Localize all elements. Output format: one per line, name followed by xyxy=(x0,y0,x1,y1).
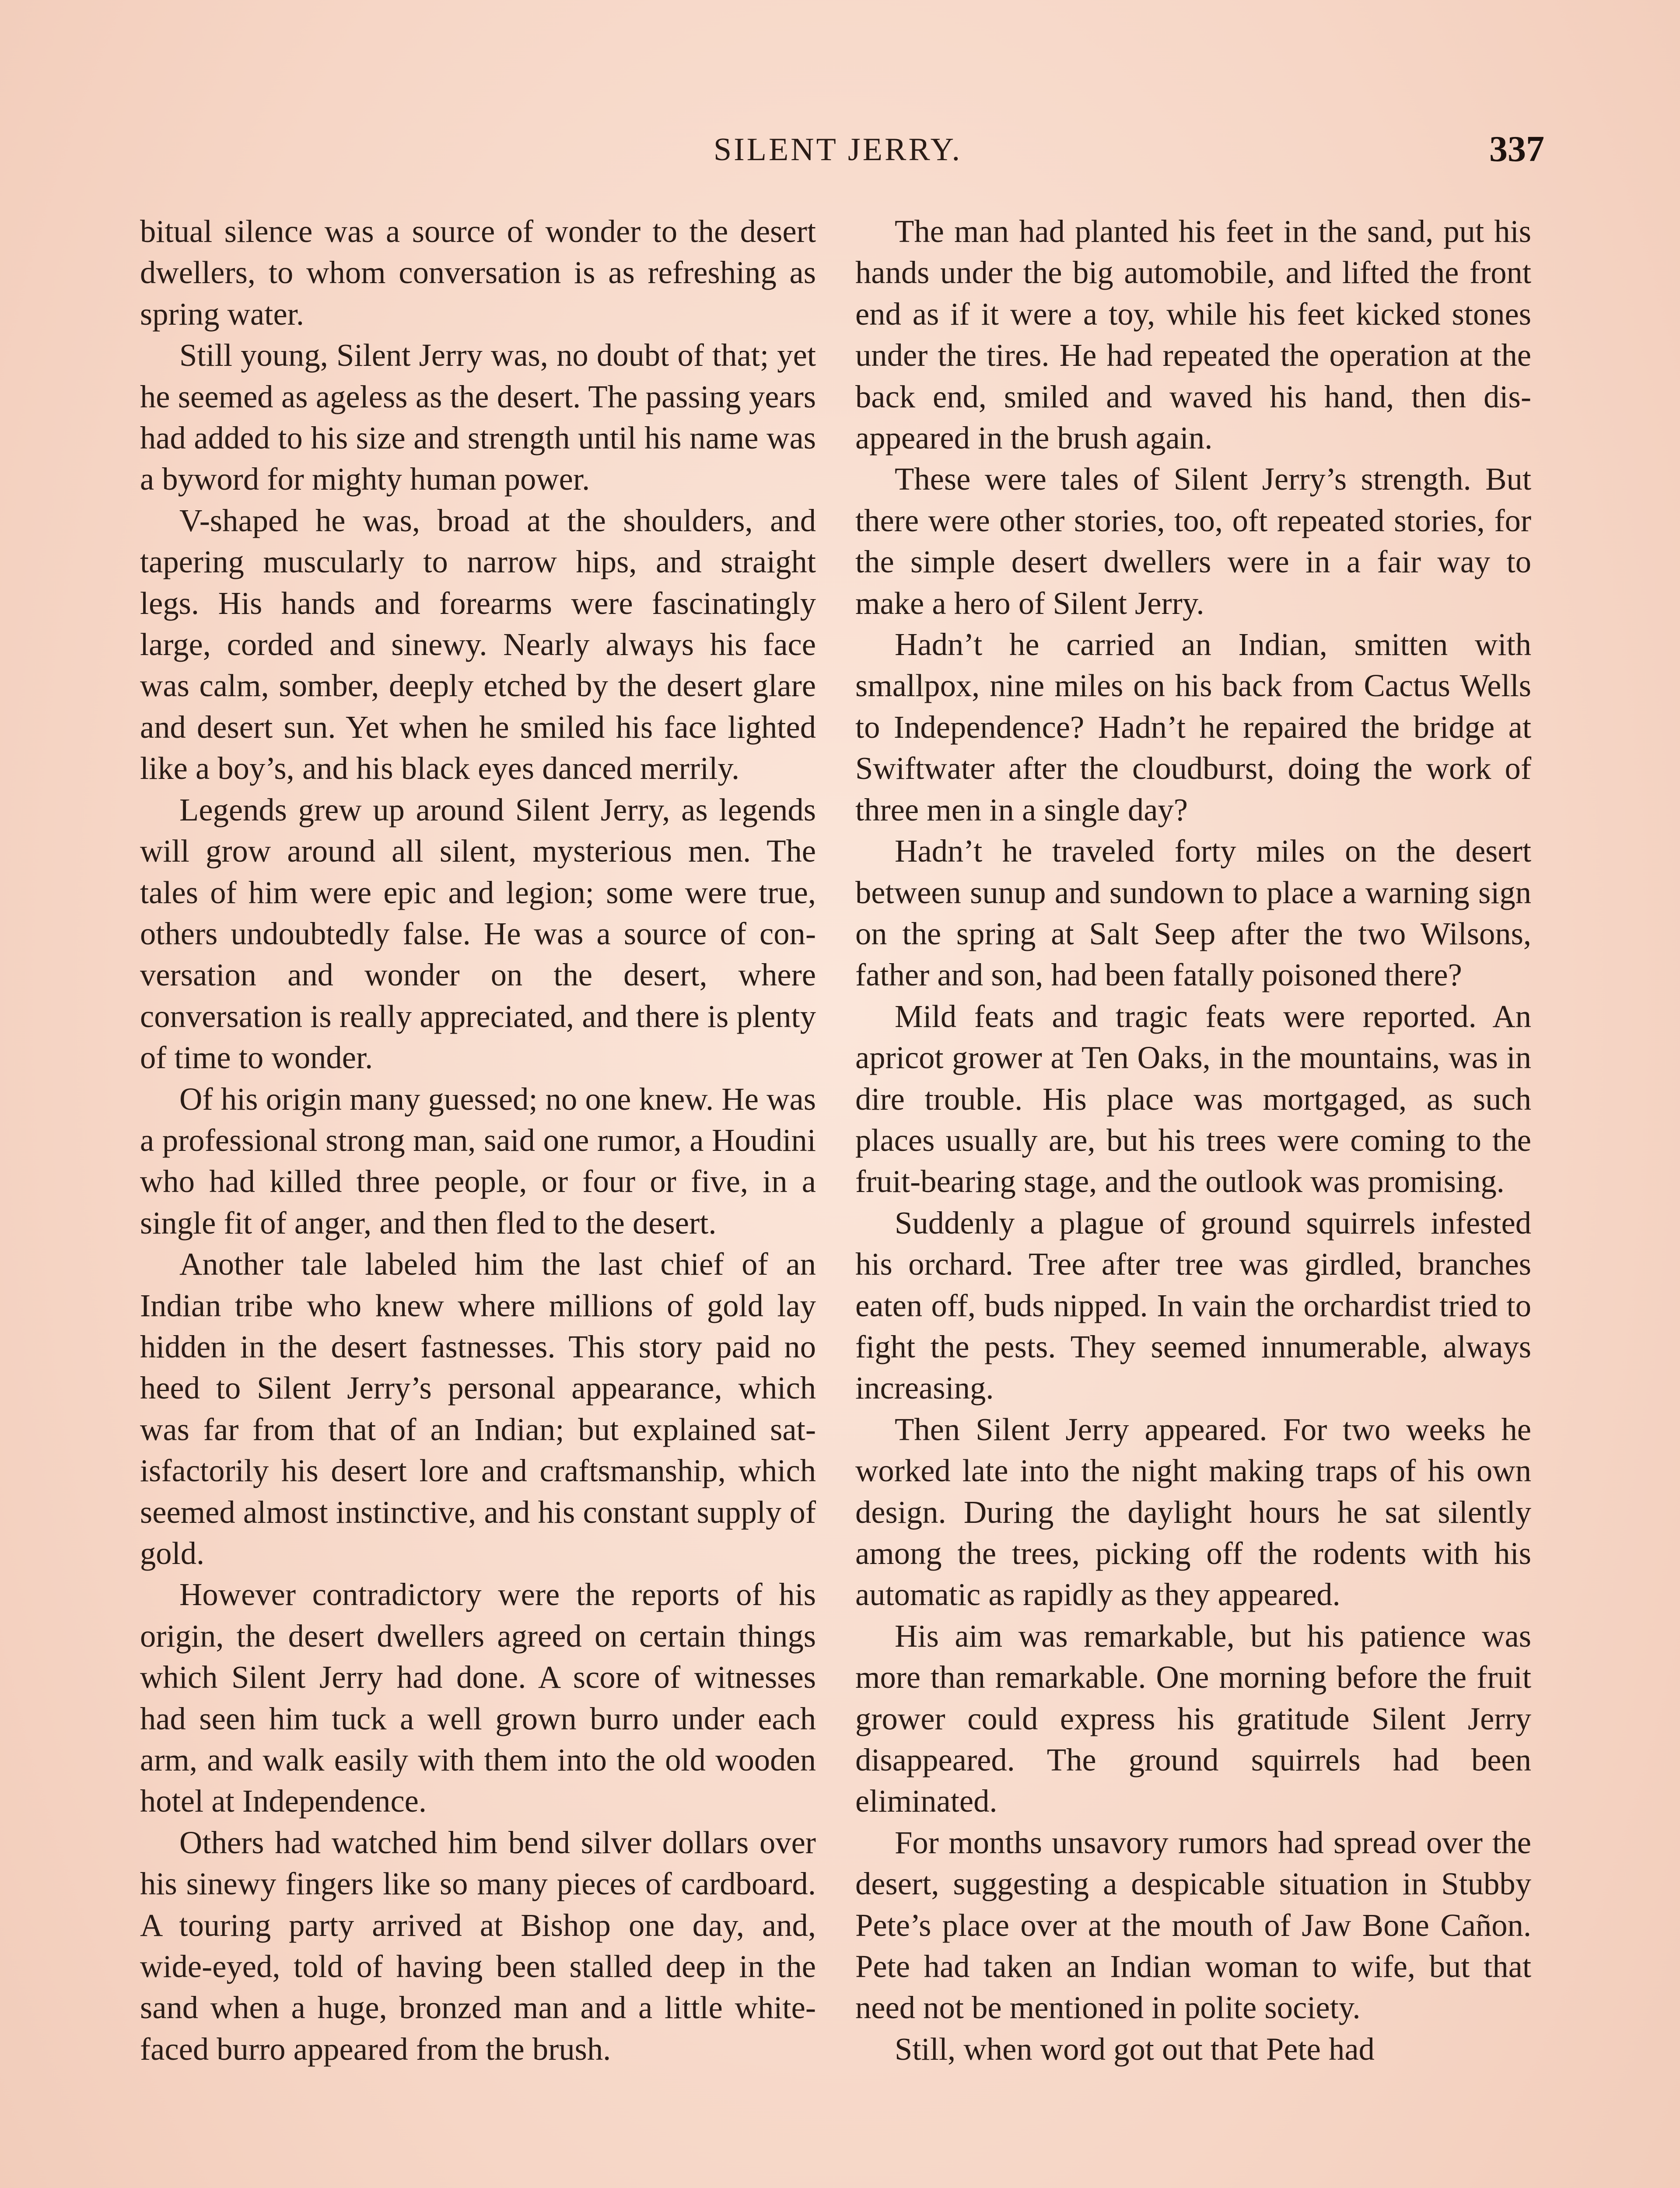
paragraph: Suddenly a plague of ground squirrels infested his orchard. Tree after tree was girdled, branches eaten off, buds nipped. In vain the orchardist tried to fight the pests. They seemed innumerable, always increasing. xyxy=(855,1205,1531,1406)
paragraph: Hadn’t he carried an Indian, smitten with smallpox, nine miles on his back from Cactus Wells to Independence? Hadn’t he repaired the bridge at Swiftwater after the cloudburst, doing the work of three men in a single day? xyxy=(855,627,1531,828)
right-column xyxy=(855,211,1531,2070)
paragraph: Still young, Silent Jerry was, no doubt of that; yet he seemed as ageless as the desert. The passing years had added to his size and strength until his name was a byword for mighty human power. xyxy=(140,337,816,497)
paragraph: Legends grew up around Silent Jerry, as legends will grow around all silent, mysterious men. The tales of him were epic and legion; some were true, others undoubtedly false. He was a source of conversation and wonder on the desert, where conversation is really appreciated, and there is plenty of time to wonder. xyxy=(140,792,816,1076)
paragraph: Another tale labeled him the last chief of an Indian tribe who knew where millions of gold lay hidden in the desert fastnesses. This story paid no heed to Silent Jerry’s personal appearance, which was far from that of an Indian; but explained satisfactorily his desert lore and craftsmanship, which seemed almost instinctive, and his constant supply of gold. xyxy=(140,1246,816,1571)
left-column xyxy=(140,211,816,2070)
paragraph: However contradictory were the reports of his origin, the desert dwellers agreed on certain things which Silent Jerry had done. A score of witnesses had seen him tuck a well grown burro under each arm, and walk easily with them into the old wooden hotel at Independence. xyxy=(140,1577,816,1819)
paragraph: The man had planted his feet in the sand, put his hands under the big automobile, and lifted the front end as if it were a toy, while his feet kicked stones under the tires. He had repeated the operation at the back end, smiled and waved his hand, then disappeared in the brush again. xyxy=(855,214,1531,456)
paragraph: Of his origin many guessed; no one knew. He was a professional strong man, said one rumor, a Houdini who had killed three people, or four or five, in a single fit of anger, and then fled to the desert. xyxy=(140,1081,816,1241)
paragraph: bitual silence was a source of wonder to the desert dwellers, to whom conversation is as refreshing as spring water. xyxy=(140,214,816,332)
paragraph: Still, when word got out that Pete had xyxy=(895,2031,1375,2067)
paragraph: Hadn’t he traveled forty miles on the desert between sunup and sundown to place a warning sign on the spring at Salt Seep after the two Wilsons, father and son, had been fatally poisoned there? xyxy=(855,833,1531,993)
paragraph: These were tales of Silent Jerry’s strength. But there were other stories, too, oft repeated stories, for the simple desert dwellers were in a fair way to make a hero of Silent Jerry. xyxy=(855,461,1531,621)
paragraph: His aim was remarkable, but his patience was more than remarkable. One morning before the fruit grower could express his gratitude Silent Jerry disappeared. The ground squirrels had been eliminated. xyxy=(855,1618,1531,1819)
paragraph: Then Silent Jerry appeared. For two weeks he worked late into the night making traps of his own design. During the daylight hours he sat silently among the trees, picking off the rodents with his automatic as rapidly as they appeared. xyxy=(855,1411,1531,1613)
page-header xyxy=(131,131,1544,179)
paragraph: V-shaped he was, broad at the shoulders, and tapering muscularly to narrow hips, and straight legs. His hands and forearms were fascinatingly large, corded and sinewy. Nearly always his face was calm, somber, deeply etched by the desert glare and desert sun. Yet when he smiled his face lighted like a boy’s, and his black eyes danced merrily. xyxy=(140,502,816,786)
page-number: 337 xyxy=(1489,129,1544,169)
paragraph: Mild feats and tragic feats were reported. An apricot grower at Ten Oaks, in the mountains, was in dire trouble. His place was mortgaged, as such places usually are, but his trees were coming to the fruit-bearing stage, and the outlook was promising. xyxy=(855,998,1531,1199)
running-title: SILENT JERRY. xyxy=(713,132,962,168)
paragraph: Others had watched him bend silver dollars over his sinewy fingers like so many pieces of cardboard. A touring party arrived at Bishop one day, and, wide-eyed, told of having been stalled deep in the sand when a huge, bronzed man and a little white-faced burro appeared from the brush. xyxy=(140,1824,816,2067)
paragraph: For months unsavory rumors had spread over the desert, suggesting a despicable situation in Stubby Pete’s place over at the mouth of Jaw Bone Cañon. Pete had taken an Indian woman to wife, but that need not be mentioned in polite society. xyxy=(855,1824,1531,2026)
